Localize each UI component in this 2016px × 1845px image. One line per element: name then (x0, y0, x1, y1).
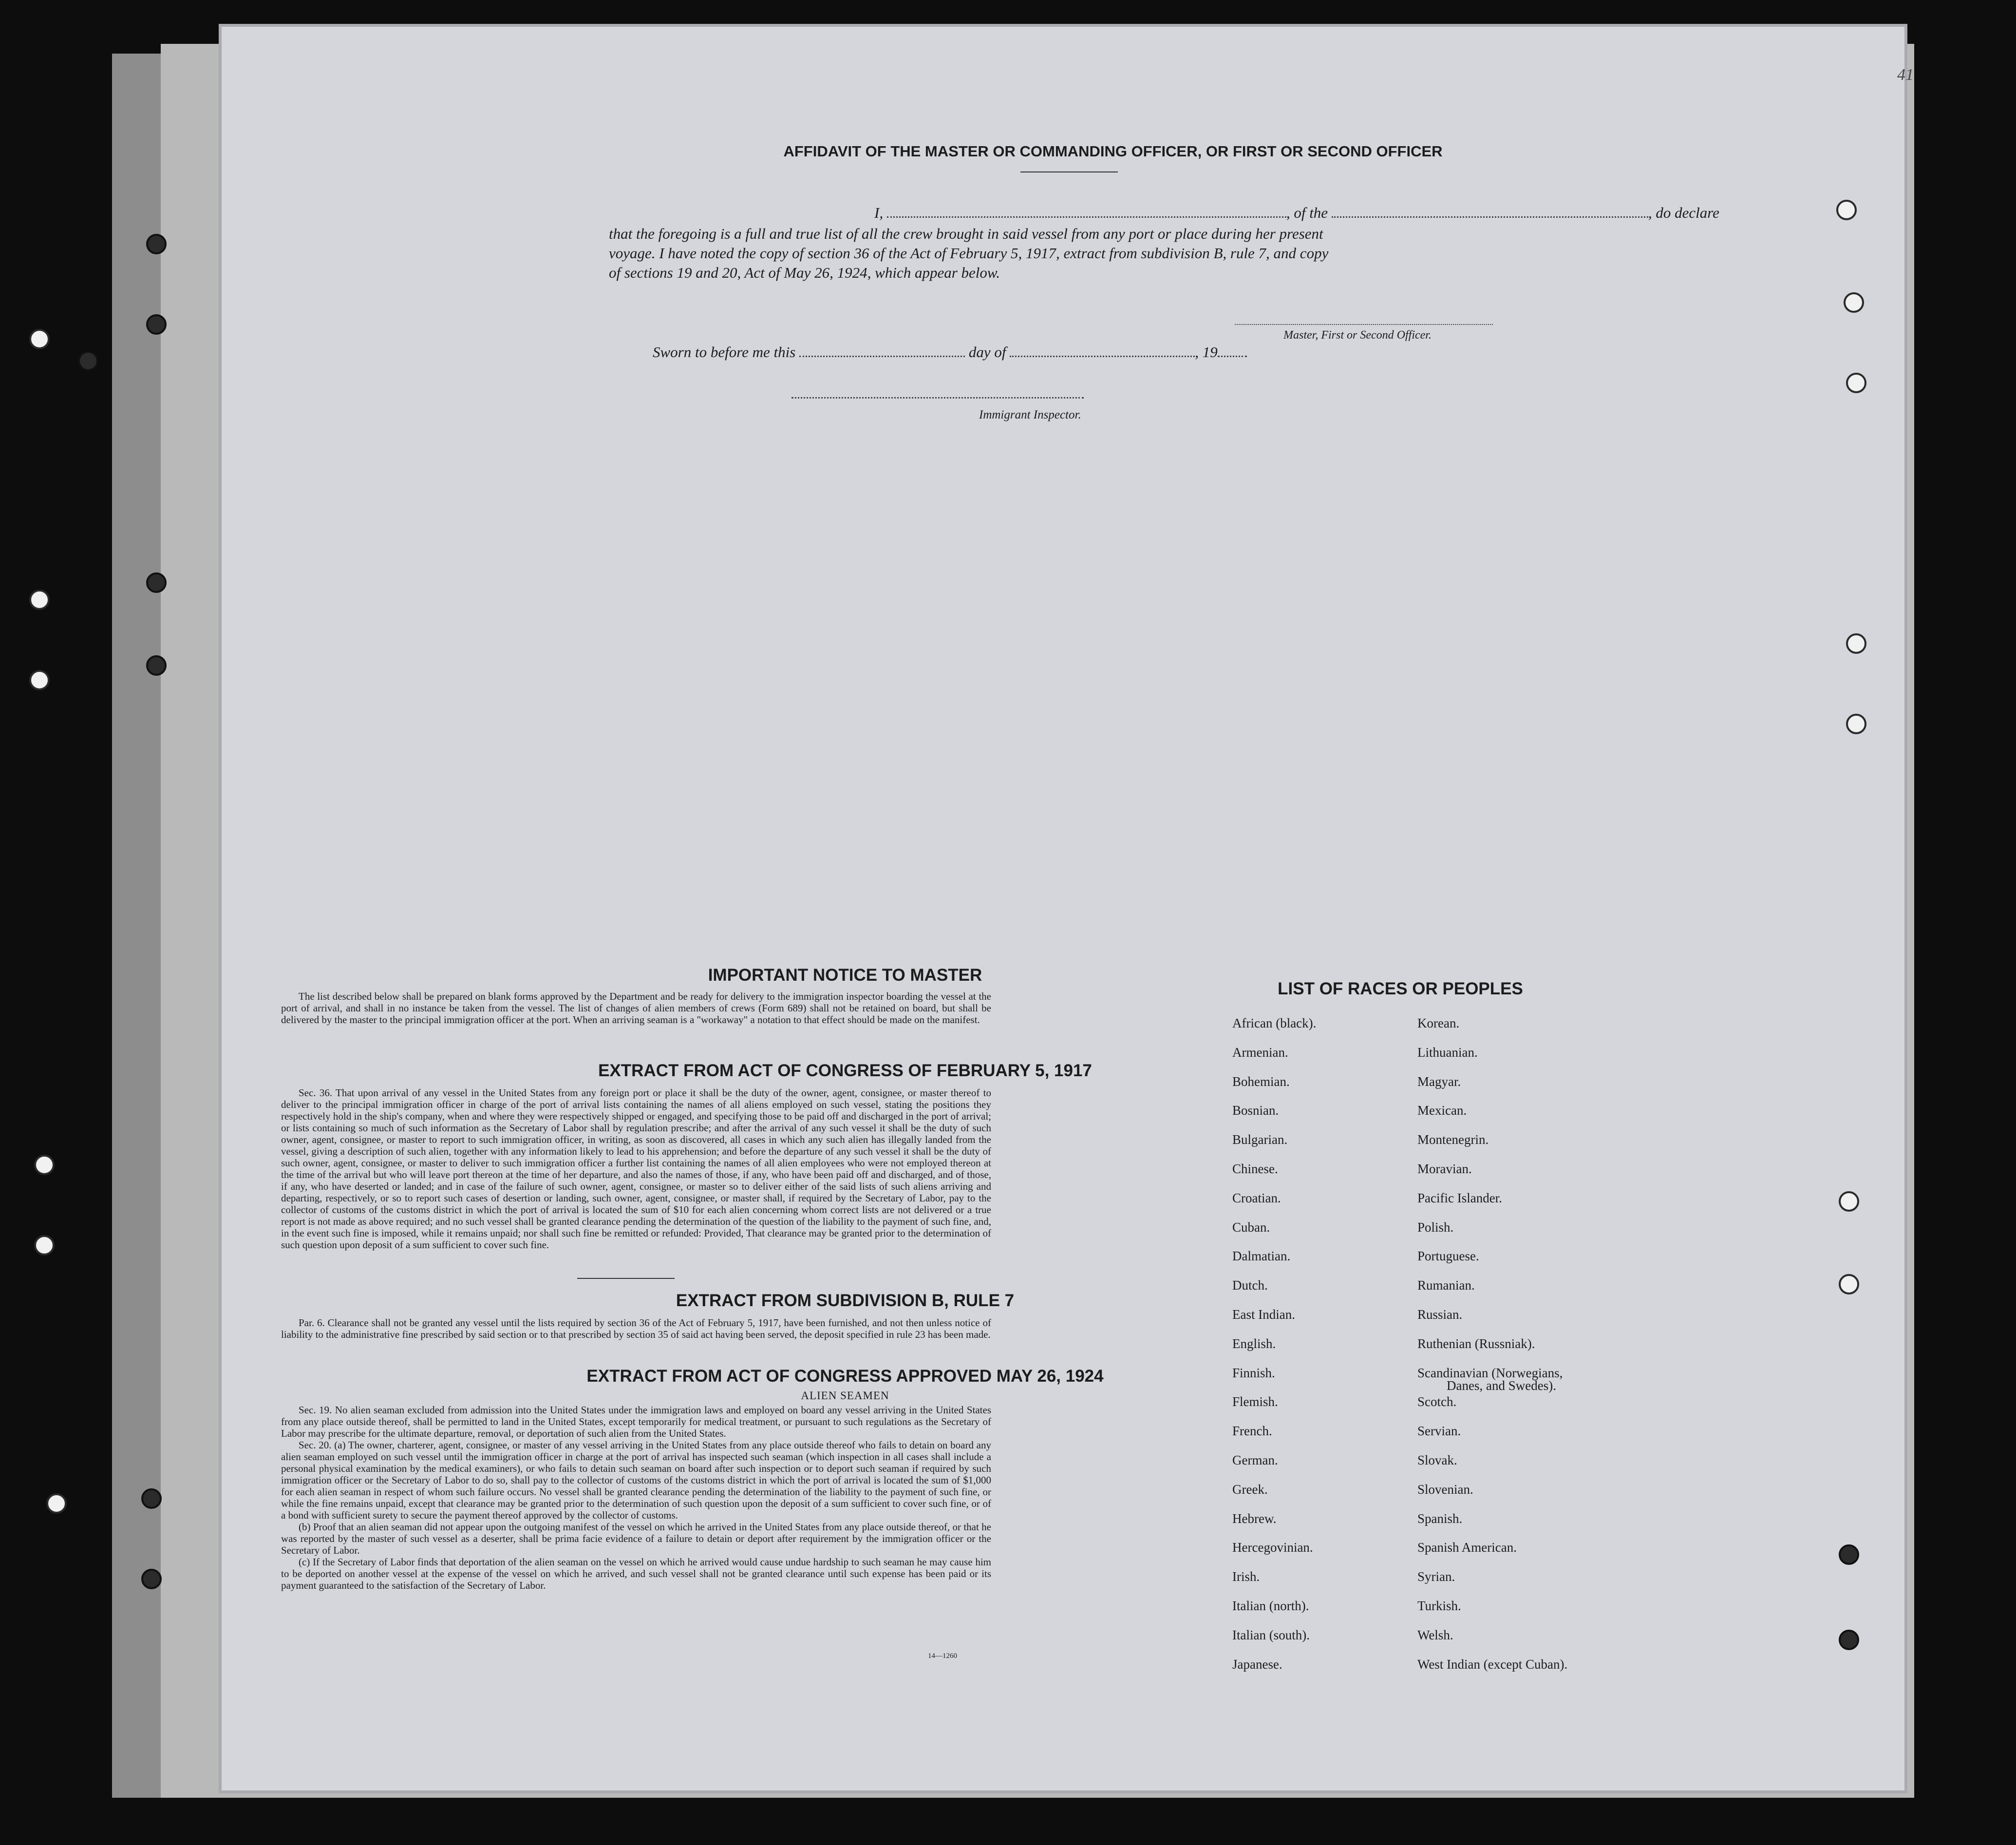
extract-1924-title: EXTRACT FROM ACT OF CONGRESS APPROVED MAY 26, 1924 (586, 1367, 1104, 1386)
binder-hole (141, 1488, 162, 1509)
alien-seamen-subtitle: ALIEN SEAMEN (801, 1389, 889, 1402)
race-item: Bohemian. (1232, 1074, 1290, 1089)
race-item: Dalmatian. (1232, 1249, 1291, 1264)
inspector-caption: Immigrant Inspector. (979, 408, 1081, 421)
signature-line[interactable] (1235, 324, 1493, 325)
sworn-day-of: day of (968, 343, 1006, 361)
race-item: Spanish. (1417, 1511, 1463, 1526)
binder-hole (146, 234, 167, 254)
race-item: Magyar. (1417, 1074, 1461, 1089)
race-item: Irish. (1232, 1569, 1260, 1584)
race-item: Slovenian. (1417, 1482, 1473, 1497)
rule-7-body (281, 1317, 991, 1340)
binder-hole (29, 590, 50, 610)
race-item: Croatian. (1232, 1190, 1281, 1205)
month-blank[interactable] (1010, 356, 1195, 357)
section-36-paragraph: Sec. 36. That upon arrival of any vessel in the United States from any foreign port or place it shall be the duty of the owner, agent, consignee, or master thereof to deliver to the principal immigration officer in charge of the port of arrival lists containing the names of all aliens employed on such vessel, stating the positions they respectively hold in the ship's company, when and where they were respectively shipped or engaged, and specifying those to be paid off and discharged in the port of arrival; or lists containing so much of such information as the Secretary of Labor shall by regulation prescribe; and after the arrival of any such vessel it shall be the duty of such owner, agent, consignee, or master to report to such immigration officer, in writing, as soon as discovered, all cases in which any such alien has illegally landed from the vessel, giving a description of such alien, together with any information likely to lead to his apprehension; and before the departure of any such vessel it shall be the duty of such owner, agent, consignee, or master to deliver to such immigration officer a further list containing the names of all alien employees who were not employed thereon at the time of the arrival but who will leave port thereon at the time of her departure, and also the names of those, if any, who have been paid off and discharged, and of those, if any, who have deserted or landed; and in case of the failure of such owner, agent, consignee, or master so to deliver either of the said lists of such aliens arriving and departing, respectively, or so to report such cases of desertion or landing, such owner, agent, consignee, or master shall, if required by the Secretary of Labor, pay to the collector of customs of the customs district in which the port of arrival is located the sum of $10 for each alien concerning whom correct lists are not delivered or a true report is not made as above required; and no such vessel shall be granted clearance pending the determination of the question of the liability to the payment of such fine, and, in the event such fine is imposed, while it remains unpaid; nor shall such fine be remitted or refunded: Provided, That clearance may be granted prior to the determination of such question upon deposit of a sum sufficient to cover such fine. (281, 1087, 991, 1251)
race-item: Italian (south). (1232, 1627, 1310, 1642)
race-item: Dutch. (1232, 1278, 1268, 1293)
vessel-blank[interactable] (1332, 216, 1648, 218)
race-item: Slovak. (1417, 1453, 1457, 1467)
page-hole (1839, 1191, 1859, 1212)
page-hole (1839, 1544, 1859, 1565)
race-item: Flemish. (1232, 1394, 1278, 1409)
page-hole (1846, 373, 1866, 393)
race-item: Finnish. (1232, 1365, 1275, 1380)
name-blank[interactable] (887, 216, 1286, 218)
page-hole (1844, 292, 1864, 313)
page-hole (1836, 200, 1857, 220)
paragraph-6: Par. 6. Clearance shall not be granted any vessel until the lists required by section 36 of the Act of February 5, 1917, have been furnished, and not then unless notice of liability to the administrative fine prescribed by said section or to that prescribed by section 35 of said act having been served, the deposit specified in rule 23 has been made. (281, 1317, 991, 1340)
extract-1917-body (281, 1087, 991, 1251)
binder-hole (34, 1235, 55, 1255)
binder-hole (29, 329, 50, 349)
inspector-line[interactable] (791, 397, 1084, 399)
race-item: Mexican. (1417, 1103, 1467, 1118)
section-20c-paragraph: (c) If the Secretary of Labor finds that deportation of the alien seaman on the vessel on which he arrived would cause undue hardship to such seaman he may cause him to be deported on another vessel at the expense of the vessel on which he arrived, and such vessel shall not be granted clearance until such expense has been paid or its payment guaranteed to the satisfaction of the Secretary of Labor. (281, 1556, 991, 1591)
binder-hole (46, 1493, 67, 1514)
page-hole (1846, 633, 1866, 654)
race-item: Pacific Islander. (1417, 1190, 1502, 1205)
race-item: Japanese. (1232, 1656, 1282, 1672)
race-item: Korean. (1417, 1016, 1460, 1030)
race-item: Ruthenian (Russniak). (1417, 1336, 1535, 1351)
race-item: East Indian. (1232, 1307, 1295, 1322)
race-item: Chinese. (1232, 1161, 1278, 1176)
extract-1924-body (281, 1404, 991, 1591)
binder-hole (34, 1155, 55, 1175)
section-19-paragraph: Sec. 19. No alien seaman excluded from admission into the United States under the immigration laws and employed on board any vessel arriving in the United States from any place outside thereof, shall be permitted to land in the United States, except temporarily for medical treatment, or pursuant to such regulations as the Secretary of Labor may prescribe for the ultimate departure, removal, or deportation of such alien from the United States. (281, 1404, 991, 1439)
race-item: Servian. (1417, 1424, 1461, 1439)
race-item: Welsh. (1417, 1627, 1453, 1642)
day-blank[interactable] (799, 356, 965, 357)
declaration-of: , of the (1286, 204, 1328, 221)
race-item: Bulgarian. (1232, 1132, 1288, 1147)
race-item: English. (1232, 1336, 1276, 1351)
binder-hole (146, 655, 167, 676)
race-item: Montenegrin. (1417, 1132, 1489, 1147)
sworn-year: , 19 (1195, 343, 1218, 361)
race-item: Spanish American. (1417, 1540, 1517, 1555)
affidavit-title: AFFIDAVIT OF THE MASTER OR COMMANDING OFFICER, OR FIRST OR SECOND OFFICER (783, 143, 1443, 160)
section-20b-paragraph: (b) Proof that an alien seaman did not appear upon the outgoing manifest of the vessel on which he arrived in the United States from any place outside thereof, or that he was reported by the master of such vessel as a deserter, shall be prima facie evidence of a failure to detain or deport after requirement by the immigration officer or the Secretary of Labor. (281, 1521, 991, 1556)
race-item: Armenian. (1232, 1045, 1288, 1060)
title-rule (1020, 171, 1118, 172)
section-rule (577, 1278, 675, 1279)
binder-hole (146, 314, 167, 335)
declaration-prefix: I, (874, 204, 884, 221)
race-item-continuation: Danes, and Swedes). (1447, 1378, 1556, 1393)
race-item: Rumanian. (1417, 1278, 1475, 1293)
declaration-line-2: that the foregoing is a full and true list of all the crew brought in said vessel from any port or place during her present (609, 225, 1323, 242)
form-number: 14—1260 (928, 1652, 957, 1660)
race-item: Syrian. (1417, 1569, 1455, 1584)
notice-title: IMPORTANT NOTICE TO MASTER (708, 966, 982, 985)
race-item: Bosnian. (1232, 1103, 1279, 1118)
binder-hole (78, 351, 98, 371)
corner-mark: 41 (1897, 66, 1914, 84)
race-item: Portuguese. (1417, 1249, 1479, 1264)
race-item: Turkish. (1417, 1598, 1461, 1613)
notice-body (281, 990, 991, 1026)
document-page (222, 27, 1914, 1790)
race-item: Greek. (1232, 1482, 1268, 1497)
sworn-line (653, 343, 1247, 361)
race-item: Italian (north). (1232, 1598, 1309, 1613)
year-blank[interactable] (1218, 356, 1247, 357)
declaration-line-4: of sections 19 and 20, Act of May 26, 1924, which appear below. (609, 264, 1000, 281)
declaration-line-1 (650, 204, 1719, 222)
section-20a-paragraph: Sec. 20. (a) The owner, charterer, agent, consignee, or master of any vessel arriving in the United States from any place outside thereof who fails to detain on board any alien seaman employed on such vessel until the immigration officer in charge at the port of arrival has inspected such seaman (which inspection in all cases shall include a personal physical examination by the medical examiners), or who fails to detain such seaman on board after such inspection or to deport such seaman if required by such immigration officer or the Secretary of Labor to do so, shall pay to the collector of customs of the customs district in which the port of arrival is located the sum of $1,000 for each alien seaman in respect of whom such failure occurs. No vessel shall be granted clearance pending the determination of the liability to the payment of such fine, or while the fine remains unpaid, except that clearance may be granted prior to the determination of such question upon the deposit of a sum sufficient to cover such fine, or of a bond with sufficient surety to secure the payment thereof approved by the collector of customs. (281, 1439, 991, 1521)
race-item: Scandinavian (Norwegians, (1417, 1365, 1563, 1380)
page-hole (1846, 714, 1866, 734)
race-item: Scotch. (1417, 1394, 1457, 1409)
page-hole (1839, 1274, 1859, 1294)
races-title: LIST OF RACES OR PEOPLES (1278, 979, 1523, 998)
binder-hole (29, 670, 50, 690)
race-item: Polish. (1417, 1219, 1454, 1235)
declaration-line-3: voyage. I have noted the copy of section 36 of the Act of February 5, 1917, extract from subdivision B, rule 7, and copy (609, 245, 1329, 262)
race-item: Hercegovinian. (1232, 1540, 1313, 1555)
notice-paragraph: The list described below shall be prepared on blank forms approved by the Department and be ready for delivery to the immigration inspector boarding the vessel at the port of arrival, and shall in no instance be taken from the vessel. The list of changes of alien members of crews (Form 689) shall not be retained on board, but shall be delivered by the master to the principal immigration officer at the port. When an arriving seaman is a "workaway" a notation to that effect should be made on the manifest. (281, 990, 991, 1026)
extract-1917-title: EXTRACT FROM ACT OF CONGRESS OF FEBRUARY 5, 1917 (598, 1061, 1092, 1080)
race-item: German. (1232, 1453, 1278, 1467)
race-item: Cuban. (1232, 1219, 1270, 1235)
rule-7-title: EXTRACT FROM SUBDIVISION B, RULE 7 (676, 1291, 1015, 1310)
binder-hole (146, 572, 167, 593)
race-item: African (black). (1232, 1016, 1317, 1030)
signature-caption: Master, First or Second Officer. (1283, 329, 1432, 342)
binder-hole (141, 1569, 162, 1589)
page-hole (1839, 1630, 1859, 1650)
sworn-prefix: Sworn to before me this (653, 343, 796, 361)
race-item: Hebrew. (1232, 1511, 1277, 1526)
race-item: Moravian. (1417, 1161, 1472, 1176)
race-item: French. (1232, 1424, 1272, 1439)
race-item: Russian. (1417, 1307, 1463, 1322)
race-item: West Indian (except Cuban). (1417, 1656, 1568, 1672)
race-item: Lithuanian. (1417, 1045, 1478, 1060)
declaration-suffix: , do declare (1648, 204, 1719, 221)
